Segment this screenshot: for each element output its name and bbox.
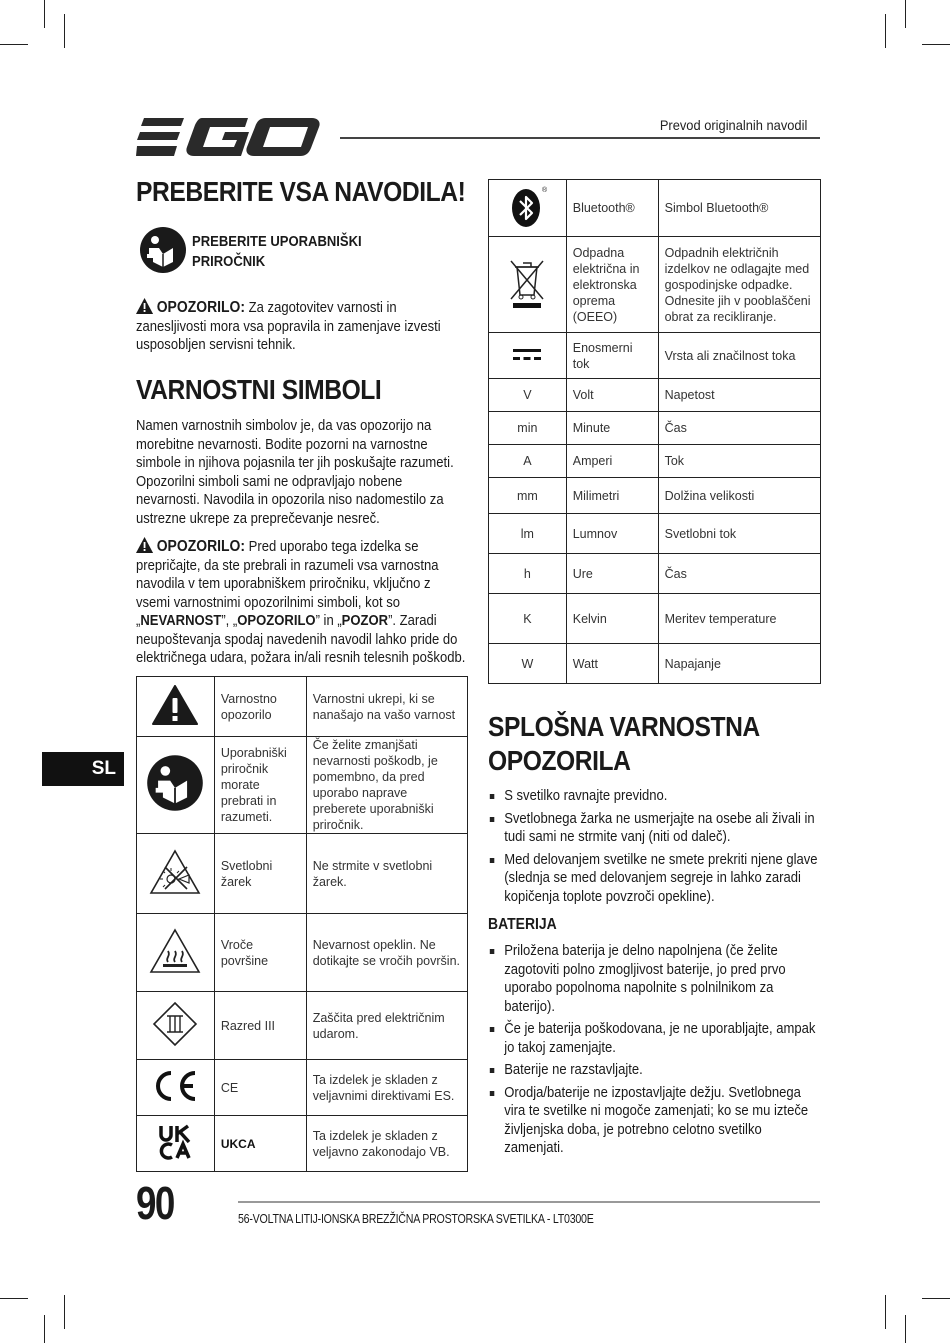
table-cell-name: Volt <box>566 379 658 412</box>
table-cell-name: Ure <box>566 554 658 594</box>
table-cell-name: Bluetooth® <box>566 180 658 237</box>
crop-mark <box>64 14 65 48</box>
warning-triangle-icon <box>136 537 153 553</box>
table-cell-icon <box>489 333 567 379</box>
table-cell-name: Watt <box>566 644 658 684</box>
table-cell-symbol: V <box>489 379 567 412</box>
table-row <box>137 992 468 1060</box>
table-cell-symbol: mm <box>489 478 567 514</box>
table-cell-desc: Varnostni ukrepi, ki se nanašajo na vašo varnost <box>306 677 467 737</box>
table-cell-symbol: K <box>489 594 567 644</box>
table-cell-desc: Če želite zmanjšati nevarnosti poškodb, je pomembno, da pred uporabo naprave preberete uporabniški priročnik. <box>306 737 467 834</box>
table-row <box>137 1116 468 1172</box>
table-cell-icon <box>137 834 215 914</box>
table-cell-desc: Odpadnih električnih izdelkov ne odlagajte med gospodinjske odpadke. Odnesite jih v pooblaščeni obrat za recikliranje. <box>658 237 820 333</box>
ego-logo <box>136 116 320 158</box>
table-row <box>137 914 468 992</box>
battery-list <box>488 942 821 1158</box>
crop-mark <box>44 0 45 28</box>
table-row <box>489 333 821 379</box>
read-manual-label: PREBERITE UPORABNIŠKI PRIROČNIK <box>192 234 362 270</box>
svg-text:®: ® <box>542 187 548 194</box>
table-cell-desc: Meritev temperature <box>658 594 820 644</box>
crop-mark <box>905 0 906 28</box>
table-cell-icon <box>137 677 215 737</box>
table-cell-desc: Čas <box>658 412 820 445</box>
footer-product-title: 56-VOLTNA LITIJ-IONSKA BREZŽIČNA PROSTORSKA SVETILKA - LT0300E <box>238 1211 594 1226</box>
table-cell-icon <box>137 737 215 834</box>
table-row <box>137 834 468 914</box>
table-cell-symbol: h <box>489 554 567 594</box>
list-item: Orodja/baterije ne izpostavljajte dežju. Svetlobnega vira te svetilke ni mogoče zamenjati; ko se mu izteče življenjska doba, je potrebno celotno svetilko zamenjati. <box>488 1084 821 1158</box>
list-item: Med delovanjem svetilke ne smete prekriti njene glave (slednja se med delovanjem segreje in lahko zaradi kopičenja toplote povzroči opekline). <box>488 851 821 907</box>
warning-paragraph-symbols <box>136 537 467 668</box>
table-cell-name: Svetlobni žarek <box>214 834 306 914</box>
table-cell-desc: Nevarnost opeklin. Ne dotikajte se vročih površin. <box>306 914 467 992</box>
table-cell-desc: Simbol Bluetooth® <box>658 180 820 237</box>
crop-mark <box>44 1315 45 1343</box>
table-cell-name: Odpadna električna in elektronska oprema (OEEO) <box>566 237 658 333</box>
warning-label: OPOZORILO: <box>156 299 246 316</box>
crop-mark <box>64 1295 65 1329</box>
section-title-line: OPOZORILA <box>488 745 631 776</box>
table-cell-icon <box>489 180 567 237</box>
table-cell-icon <box>489 237 567 333</box>
table-row <box>489 237 821 333</box>
signal-word-danger: NEVARNOST <box>140 613 222 629</box>
table-cell-name: Uporabniški priročnik morate prebrati in razumeti. <box>214 737 306 834</box>
table-cell-desc: Zaščita pred električnim udarom. <box>306 992 467 1060</box>
warning-triangle-icon <box>136 298 153 314</box>
hot-surface-icon <box>149 928 201 974</box>
crop-mark <box>885 14 886 48</box>
table-row <box>489 412 821 445</box>
table-cell-name: Milimetri <box>566 478 658 514</box>
table-cell-name: CE <box>214 1060 306 1116</box>
separator: ”, „ <box>221 613 238 629</box>
table-row <box>489 514 821 554</box>
symbols-table-left <box>136 676 468 1172</box>
table-cell-name: UKCA <box>214 1116 306 1172</box>
table-cell-desc: Dolžina velikosti <box>658 478 820 514</box>
crop-mark <box>922 44 950 45</box>
table-row <box>489 594 821 644</box>
table-cell-desc: Napetost <box>658 379 820 412</box>
table-cell-icon <box>137 1116 215 1172</box>
battery-heading: BATERIJA <box>488 916 557 933</box>
page-number: 90 <box>136 1177 174 1229</box>
section-title-read-all: PREBERITE VSA NAVODILA! <box>136 176 466 207</box>
table-row <box>489 180 821 237</box>
direct-current-icon <box>512 346 542 362</box>
table-row <box>489 379 821 412</box>
read-manual-icon <box>146 754 204 812</box>
warning-text-part1: Pred uporabo tega izdelka se prepričajte, da ste prebrali in razumeli vsa varnostna navodila v tem uporabniškem priročniku, vključno z vsemi varnostnimi opozorilnimi simboli, kot so „ <box>136 539 439 629</box>
table-cell-icon <box>137 914 215 992</box>
table-row <box>489 644 821 684</box>
table-cell-desc: Ta izdelek je skladen z veljavno zakonodajo VB. <box>306 1116 467 1172</box>
warning-paragraph-service <box>136 298 469 355</box>
warning-text: Za zagotovitev varnosti in zanesljivosti mora vsa popravila in zamenjave izvesti usposobljen servisni tehnik. <box>136 300 441 353</box>
section-title-line: SPLOŠNA VARNOSTNA <box>488 711 760 742</box>
table-cell-desc: Svetlobni tok <box>658 514 820 554</box>
general-warnings-list-wrapper <box>488 787 821 1162</box>
crop-mark <box>885 1295 886 1329</box>
table-cell-name: Minute <box>566 412 658 445</box>
table-row <box>489 554 821 594</box>
list-item: Baterije ne razstavljajte. <box>488 1061 821 1080</box>
table-cell-name: Varnostno opozorilo <box>214 677 306 737</box>
crop-mark <box>0 1298 28 1299</box>
warning-triangle-icon <box>152 685 198 725</box>
signal-word-caution: POZOR <box>341 613 389 629</box>
table-cell-name: Razred III <box>214 992 306 1060</box>
table-cell-symbol: min <box>489 412 567 445</box>
table-row <box>137 1060 468 1116</box>
table-cell-desc: Ne strmite v svetlobni žarek. <box>306 834 467 914</box>
list-item: Svetlobnega žarka ne usmerjajte na osebe ali živali in tudi sami ne strmite vanj (niti od daleč). <box>488 810 821 847</box>
section-title-safety-symbols: VARNOSTNI SIMBOLI <box>136 374 382 405</box>
section-title-general-warnings <box>488 710 797 778</box>
ce-mark-icon <box>151 1069 199 1103</box>
symbols-intro-paragraph: Namen varnostnih simbolov je, da vas opozorijo na morebitne nevarnosti. Bodite pozorni na varnostne simbole in njihova pojasnila ter jih poskušajte razumeti. Opozorilni simboli sami ne odpravljajo nobene nevarnosti. Navodila in opozorila niso nadomestilo za ustrezne ukrepe za preprečevanje nesreč. <box>136 418 454 527</box>
warning-label: OPOZORILO: <box>156 538 246 555</box>
warning-text-part2: ”. Zaradi neupoštevanja spodaj navedenih navodil lahko pride do električnega udara, požara in/ali resnih telesnih poškodb. <box>136 613 466 666</box>
ukca-mark-icon <box>158 1124 192 1160</box>
table-cell-symbol: lm <box>489 514 567 554</box>
table-cell-name: Enosmerni tok <box>566 333 658 379</box>
table-cell-icon <box>137 1060 215 1116</box>
table-cell-name: Vroče površine <box>214 914 306 992</box>
list-item: Priložena baterija je delno napolnjena (če želite zagotoviti polno zmogljivost baterije, jo pred prvo uporabo popolnoma napolnite s polnilnikom za baterijo). <box>488 942 821 1016</box>
table-cell-symbol: A <box>489 445 567 478</box>
list-item: S svetilko ravnajte previdno. <box>488 787 821 806</box>
class-iii-icon <box>151 1000 199 1048</box>
crop-mark <box>0 44 28 45</box>
table-cell-icon <box>137 992 215 1060</box>
separator: ” in „ <box>315 613 342 629</box>
header-rule <box>340 137 820 139</box>
weee-bin-icon <box>507 257 547 309</box>
table-cell-desc: Vrsta ali značilnost toka <box>658 333 820 379</box>
light-beam-icon <box>149 849 201 895</box>
signal-word-warning: OPOZORILO <box>237 613 316 629</box>
table-cell-name: Amperi <box>566 445 658 478</box>
table-cell-symbol: W <box>489 644 567 684</box>
list-item: Če je baterija poškodovana, je ne uporabljajte, ampak jo takoj zamenjajte. <box>488 1020 821 1057</box>
table-cell-name: Kelvin <box>566 594 658 644</box>
general-warnings-list <box>488 787 821 906</box>
table-row <box>137 737 468 834</box>
symbols-table-right <box>488 179 821 684</box>
header-subtitle: Prevod originalnih navodil <box>659 117 807 133</box>
table-cell-name: Lumnov <box>566 514 658 554</box>
read-manual-icon <box>139 226 187 274</box>
language-tab: SL <box>42 752 124 786</box>
table-cell-desc: Tok <box>658 445 820 478</box>
table-cell-desc: Napajanje <box>658 644 820 684</box>
table-cell-desc: Čas <box>658 554 820 594</box>
table-row <box>137 677 468 737</box>
table-row <box>489 445 821 478</box>
bluetooth-icon <box>504 183 550 229</box>
crop-mark <box>922 1298 950 1299</box>
crop-mark <box>905 1315 906 1343</box>
table-row <box>489 478 821 514</box>
table-cell-desc: Ta izdelek je skladen z veljavnimi direktivami ES. <box>306 1060 467 1116</box>
footer-rule <box>238 1201 820 1203</box>
